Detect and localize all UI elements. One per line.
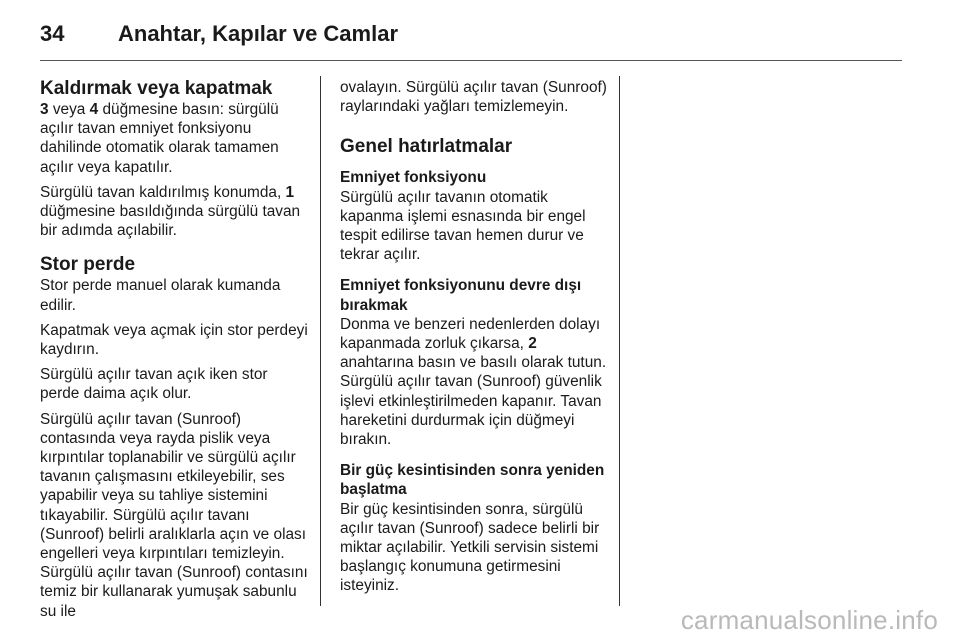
button-number-4: 4 bbox=[89, 101, 99, 118]
column-right bbox=[340, 78, 612, 602]
paragraph-blind-slide: Kapatmak veya açmak için stor perdeyi kaydırın. bbox=[40, 321, 308, 359]
paragraph-power-reset: Bir güç kesintisinden sonra, sürgülü açılır tavan (Sunroof) sadece belirli bir miktar açılabilir. Yetkili servisin sistemi başlangıç konumuna getirmesini isteyiniz. bbox=[340, 500, 600, 595]
paragraph-safety-function: Sürgülü açılır tavanın otomatik kapanma işlemi esnasında bir engel tespit edilirse tavan hemen durur ve tekrar açılır. bbox=[340, 188, 586, 264]
paragraph-maintenance: Sürgülü açılır tavan (Sunroof) contasında veya rayda pislik veya kırpıntılar toplanabilir ve sürgülü açılır tavanın çalışmasını etkileyebilir, ses yapabilir veya su tahliye sistemini tıkayabilir. Sürgülü açılır tavanı (Sunroof) belirli aralıklarla açın ve olası engelleri veya kırpıntıları temizleyin. Sürgülü açılır tavan (Sunroof) contasını temiz bir kullanarak yumuşak sabunlu su ile bbox=[40, 410, 308, 620]
paragraph-button-1: Sürgülü tavan kaldırılmış konumda, 1 düğmesine basıldığında sürgülü tavan bir adımda açılabilir. bbox=[40, 183, 301, 240]
subheading-power-reset: Bir güç kesintisinden sonra yeniden başlatma bbox=[340, 462, 605, 499]
page-number: 34 bbox=[40, 21, 65, 46]
paragraph-buttons-3-4: 3 veya 4 düğmesine basın: sürgülü açılır tavan emniyet fonksiyonu dahilinde otomatik olarak tamamen açılır veya kapatılır. bbox=[40, 101, 279, 176]
button-number-2: 2 bbox=[528, 335, 537, 353]
heading-general-notes: Genel hatırlatmalar bbox=[340, 136, 513, 158]
column-divider-1 bbox=[320, 76, 321, 606]
subheading-safety-function: Emniyet fonksiyonu bbox=[340, 169, 487, 187]
header-divider bbox=[40, 60, 902, 61]
subheading-disable-safety: Emniyet fonksiyonunu devre dışı bırakmak bbox=[340, 277, 582, 314]
page-header bbox=[40, 14, 900, 54]
column-divider-2 bbox=[619, 76, 620, 606]
heading-raise-close: Kaldırmak veya kapatmak bbox=[40, 78, 273, 99]
paragraph-disable-safety: Donma ve benzeri nedenlerden dolayı kapanmada zorluk çıkarsa, 2 anahtarına basın ve basılı olarak tutun. Sürgülü açılır tavan (Sunroof) güvenlik işlevi etkinleştirilmeden kapanır. Tavan hareketini durdurmak için düğmeyi bırakın. bbox=[340, 315, 607, 449]
button-number-3: 3 bbox=[40, 101, 49, 118]
chapter-title: Anahtar, Kapılar ve Camlar bbox=[118, 21, 399, 46]
paragraph-maintenance-cont: ovalayın. Sürgülü açılır tavan (Sunroof) raylarındaki yağları temizlemeyin. bbox=[340, 79, 607, 116]
paragraph-blind-open: Sürgülü açılır tavan açık iken stor perde daima açık olur. bbox=[40, 366, 268, 403]
column-left bbox=[40, 78, 308, 627]
paragraph-blind-manual: Stor perde manuel olarak kumanda edilir. bbox=[40, 277, 281, 314]
heading-sunblind: Stor perde bbox=[40, 254, 136, 276]
button-number-1: 1 bbox=[285, 183, 295, 201]
watermark-text: carmanualsonline.info bbox=[680, 605, 938, 635]
